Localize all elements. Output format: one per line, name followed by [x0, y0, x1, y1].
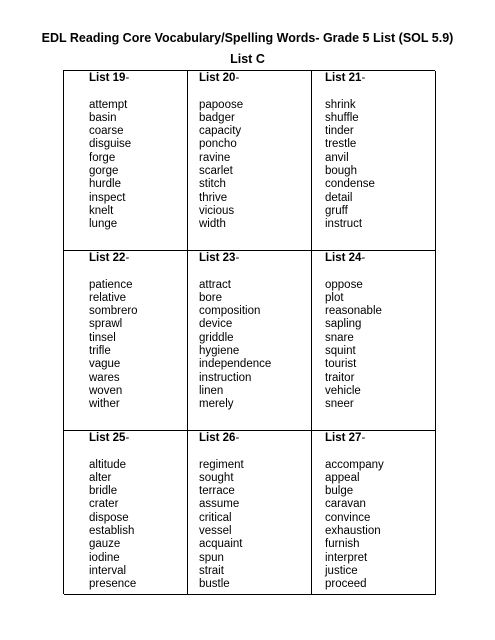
spacer: [325, 85, 435, 98]
list-suffix: -: [125, 72, 130, 84]
vocabulary-word: forge: [89, 151, 116, 164]
vocabulary-word: trestle: [325, 138, 357, 151]
list-cell: [312, 431, 436, 595]
vocabulary-word: critical: [199, 511, 232, 524]
spacer: [89, 265, 187, 278]
list-suffix: -: [235, 252, 240, 264]
vocabulary-word: establish: [89, 525, 135, 538]
vocabulary-word: gorge: [89, 165, 119, 178]
vocabulary-word: instruct: [325, 218, 363, 231]
vocabulary-word: appeal: [325, 471, 360, 484]
vocabulary-word: stitch: [199, 178, 226, 191]
vocabulary-word: shuffle: [325, 111, 359, 124]
vocabulary-word: alter: [89, 471, 112, 484]
list-suffix: -: [235, 72, 240, 84]
list-name: List 27: [325, 432, 362, 444]
vocabulary-word: independence: [199, 358, 272, 371]
vocabulary-word: bulge: [325, 485, 354, 498]
vocabulary-word: griddle: [199, 331, 234, 344]
spacer: [89, 445, 187, 458]
list-name: List 25: [89, 432, 126, 444]
vocabulary-word: scarlet: [199, 165, 233, 178]
vocabulary-word: gruff: [325, 204, 348, 217]
spacer: [325, 265, 435, 278]
vocabulary-word: interpret: [325, 551, 368, 564]
list-name: List 24: [325, 252, 362, 264]
vocabulary-word: bustle: [199, 578, 230, 591]
vocabulary-word: coarse: [89, 125, 124, 138]
list-suffix: -: [125, 252, 130, 264]
vocabulary-word: gauze: [89, 538, 121, 551]
vocabulary-word: thrive: [199, 191, 228, 204]
vocabulary-word: traitor: [325, 371, 355, 384]
vocabulary-word: assume: [199, 498, 240, 511]
vocabulary-word: device: [199, 318, 233, 331]
list-heading: [325, 432, 435, 445]
vocabulary-word: capacity: [199, 125, 242, 138]
list-heading: [199, 252, 311, 265]
vocabulary-word: squint: [325, 345, 356, 358]
vocabulary-word: bough: [325, 165, 357, 178]
list-cell: [64, 71, 188, 251]
list-suffix: -: [361, 252, 366, 264]
vocabulary-word: oppose: [325, 278, 363, 291]
vocabulary-word: furnish: [325, 538, 360, 551]
list-cell: [188, 71, 312, 251]
vocabulary-word: snare: [325, 331, 354, 344]
vocabulary-word: anvil: [325, 151, 349, 164]
vocabulary-word: tinsel: [89, 331, 116, 344]
list-heading: [199, 432, 311, 445]
vocabulary-word: vehicle: [325, 384, 361, 397]
vocabulary-word: tinder: [325, 125, 354, 138]
vocabulary-word: iodine: [89, 551, 120, 564]
vocabulary-word: interval: [89, 564, 127, 577]
list-suffix: -: [125, 432, 130, 444]
vocabulary-word: sought: [199, 471, 234, 484]
vocabulary-word: condense: [325, 178, 375, 191]
vocabulary-word: vague: [89, 358, 121, 371]
spacer: [199, 265, 311, 278]
vocabulary-word: basin: [89, 111, 117, 124]
list-cell: [312, 251, 436, 431]
vocabulary-word: sombrero: [89, 305, 138, 318]
vocabulary-word: wither: [89, 398, 120, 411]
vocabulary-word: ravine: [199, 151, 231, 164]
word-list-table: [63, 70, 435, 594]
vocabulary-word: lunge: [89, 218, 118, 231]
vocabulary-word: dispose: [89, 511, 129, 524]
vocabulary-word: disguise: [89, 138, 132, 151]
vocabulary-word: patience: [89, 278, 133, 291]
list-heading: [325, 72, 435, 85]
vocabulary-word: attract: [199, 278, 231, 291]
vocabulary-word: presence: [89, 578, 137, 591]
vocabulary-word: justice: [325, 564, 358, 577]
vocabulary-word: badger: [199, 111, 235, 124]
list-name: List 19: [89, 72, 126, 84]
vocabulary-word: sapling: [325, 318, 362, 331]
vocabulary-word: papoose: [199, 98, 244, 111]
list-cell: [188, 431, 312, 595]
page-subtitle: List C: [230, 52, 265, 66]
list-heading: [325, 252, 435, 265]
list-name: List 26: [199, 432, 236, 444]
vocabulary-word: hurdle: [89, 178, 121, 191]
list-cell: [188, 251, 312, 431]
vocabulary-word: proceed: [325, 578, 367, 591]
vocabulary-word: vessel: [199, 525, 232, 538]
vocabulary-word: terrace: [199, 485, 235, 498]
vocabulary-word: relative: [89, 291, 127, 304]
vocabulary-word: shrink: [325, 98, 356, 111]
list-suffix: -: [235, 432, 240, 444]
vocabulary-word: sprawl: [89, 318, 123, 331]
spacer: [325, 445, 435, 458]
vocabulary-word: reasonable: [325, 305, 382, 318]
vocabulary-word: strait: [199, 564, 224, 577]
vocabulary-word: merely: [199, 398, 234, 411]
vocabulary-word: trifle: [89, 345, 111, 358]
list-cell: [64, 431, 188, 595]
list-heading: [89, 72, 187, 85]
vocabulary-word: regiment: [199, 458, 244, 471]
vocabulary-word: linen: [199, 384, 224, 397]
vocabulary-word: bore: [199, 291, 223, 304]
vocabulary-word: wares: [89, 371, 120, 384]
vocabulary-word: inspect: [89, 191, 126, 204]
list-suffix: -: [361, 432, 366, 444]
vocabulary-word: acquaint: [199, 538, 243, 551]
vocabulary-word: altitude: [89, 458, 127, 471]
list-name: List 23: [199, 252, 236, 264]
list-heading: [89, 432, 187, 445]
vocabulary-word: attempt: [89, 98, 128, 111]
spacer: [199, 445, 311, 458]
list-heading: [199, 72, 311, 85]
vocabulary-word: composition: [199, 305, 261, 318]
page-title: EDL Reading Core Vocabulary/Spelling Words- Grade 5 List (SOL 5.9): [41, 31, 454, 45]
list-name: List 20: [199, 72, 236, 84]
list-cell: [64, 251, 188, 431]
list-suffix: -: [361, 72, 366, 84]
vocabulary-word: plot: [325, 291, 344, 304]
vocabulary-word: width: [199, 218, 226, 231]
spacer: [199, 85, 311, 98]
spacer: [89, 85, 187, 98]
list-name: List 22: [89, 252, 126, 264]
vocabulary-word: bridle: [89, 485, 118, 498]
vocabulary-word: hygiene: [199, 345, 240, 358]
vocabulary-word: vicious: [199, 204, 235, 217]
vocabulary-word: crater: [89, 498, 119, 511]
vocabulary-word: convince: [325, 511, 371, 524]
list-name: List 21: [325, 72, 362, 84]
vocabulary-word: woven: [89, 384, 123, 397]
vocabulary-word: caravan: [325, 498, 366, 511]
vocabulary-word: tourist: [325, 358, 357, 371]
vocabulary-word: spun: [199, 551, 224, 564]
vocabulary-word: detail: [325, 191, 353, 204]
vocabulary-word: instruction: [199, 371, 252, 384]
vocabulary-word: accompany: [325, 458, 384, 471]
list-heading: [89, 252, 187, 265]
vocabulary-word: sneer: [325, 398, 354, 411]
vocabulary-word: exhaustion: [325, 525, 381, 538]
vocabulary-word: knelt: [89, 204, 114, 217]
list-cell: [312, 71, 436, 251]
vocabulary-word: poncho: [199, 138, 237, 151]
